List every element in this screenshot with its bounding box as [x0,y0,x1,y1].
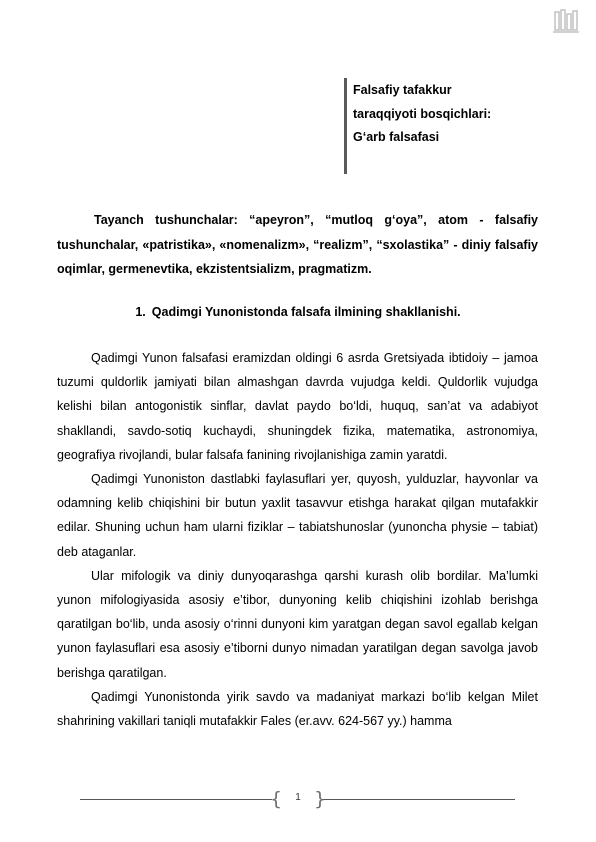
footer-divider-left [80,799,272,800]
section-number: 1. [135,305,146,319]
paragraph: Qadimgi Yunon falsafasi eramizdan oldingi 6 asrda Gretsiyada ibtidoiy – jamoa tuzumi quldorlik jamiyati bilan almashgan davrda vujudga keldi. Quldorlik vujudga kelishi bilan antogonistik sinflar, davlat paydo bo‘ldi, huquq, san’at va adabiyot shakllandi, savdo-sotiq kuchaydi, shuningdek fizika, matematika, astronomiya, geografiya rivojlandi, bular falsafa fanining rivojlanishiga zamin yaratdi. [57,351,538,462]
title-line: G‘arb falsafasi [353,130,440,144]
document-title [344,78,564,174]
right-brace-icon: } [314,788,327,810]
paragraph: Qadimgi Yunoniston dastlabki faylasuflari yer, quyosh, yulduzlar, hayvonlar va odamning kelib chiqishini bir butun yaxlit tasavvur etishga harakat qilgan mutafakkir edilar. Shuning uchun ham ularni fiziklar – tabiatshunoslar (yunoncha physie – tabiat) deb ataganlar. [57,472,538,559]
title-line: Falsafiy tafakkur [353,83,452,97]
paragraph: Ular mifologik va diniy dunyoqarashga qarshi kurash olib bordilar. Ma’lumki yunon mifologiyasida asosiy e’tibor, dunyoning kelib chiqishini izohlab berishga qaratilgan bo‘lib, unda asosiy o‘rinni dunyoni kim yaratgan degan savol egallab kelgan yunon faylasuflari esa asosiy e’tiborni dunyo nimadan yaratilgan degan savolga javob berishga qaratilgan. [57,568,538,680]
paragraph: Qadimgi Yunonistonda yirik savdo va madaniyat markazi bo‘lib kelgan Milet shahrining vakillari taniqli mutafakkir Fales (er.avv. 624-567 yy.) hamma [57,689,538,729]
section-title: Qadimgi Yunonistonda falsafa ilmining shakllanishi. [151,305,461,319]
page-number: 1 [295,792,301,803]
section-heading [0,303,596,321]
body-text [57,346,538,733]
title-line: taraqqiyoti bosqichlari: [353,106,492,121]
library-books-icon [553,8,579,34]
keywords-paragraph: Tayanch tushunchalar: “apeyron”, “mutloq g‘oya”, atom - falsafiy tushunchalar, «patristika», «nomenalizm», “realizm”, “sxolastika” - diniy falsafiy oqimlar, germenevtika, ekzistentsializm, pragmatizm. [57,213,538,276]
left-brace-icon: { [270,788,283,810]
footer-divider-right [322,799,515,800]
